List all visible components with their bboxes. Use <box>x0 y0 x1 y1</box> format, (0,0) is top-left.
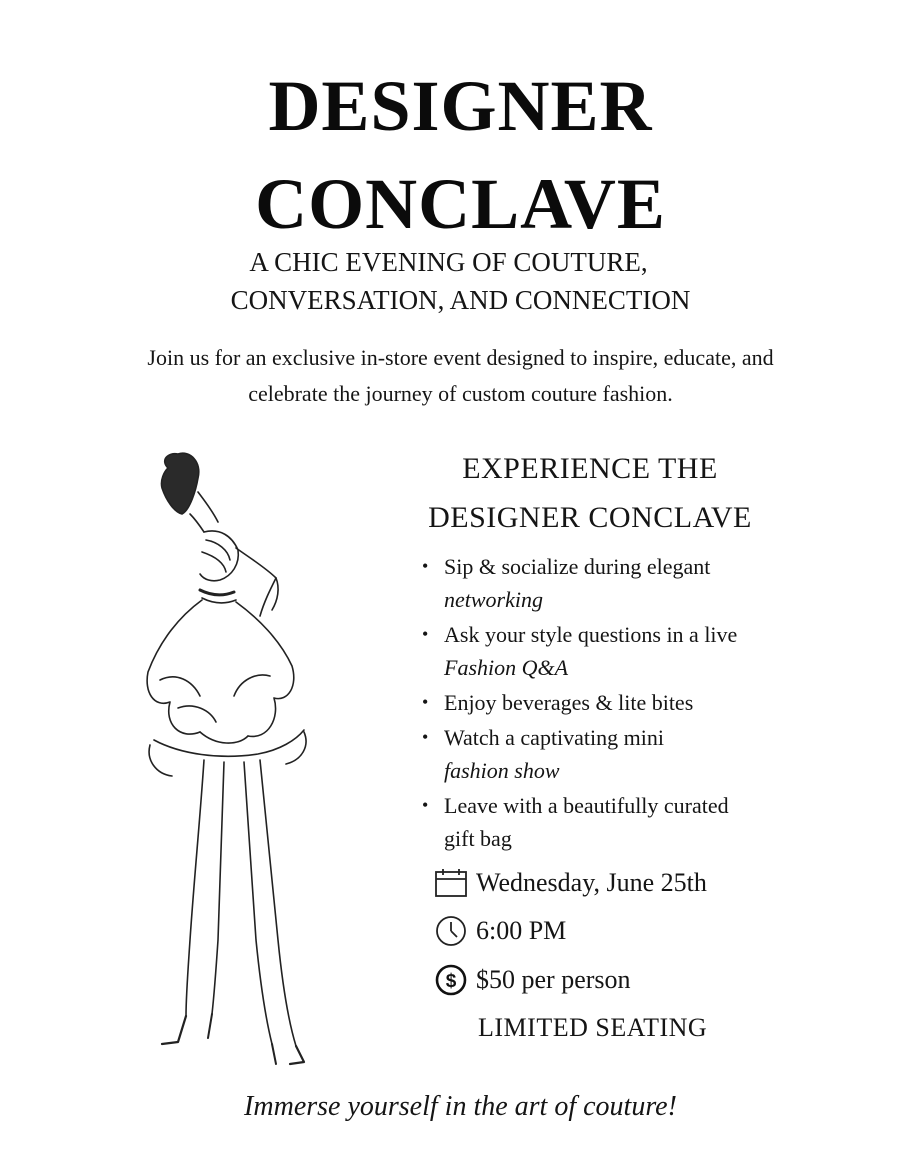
calendar-icon <box>434 868 468 898</box>
closing-tagline: Immerse yourself in the art of couture! <box>244 1091 677 1122</box>
bullet-icon: • <box>422 556 429 576</box>
bullet-icon: • <box>422 795 429 815</box>
dollar-icon <box>434 964 468 996</box>
event-date: Wednesday, June 25th <box>476 868 707 897</box>
svg-text:$: $ <box>445 971 457 992</box>
intro-line-2: celebrate the journey of custom couture fashion. <box>248 381 673 406</box>
bullet-icon: • <box>422 692 429 712</box>
event-date-row <box>434 868 707 898</box>
list-item-text: Sip & socialize during elegant <box>444 554 711 579</box>
list-item-text: Leave with a beautifully curated <box>444 793 729 818</box>
experience-list <box>422 550 822 857</box>
event-time: 6:00 PM <box>476 916 567 945</box>
list-item-italic: networking <box>444 587 543 612</box>
event-price: $50 per person <box>476 965 631 994</box>
list-item <box>422 550 822 616</box>
limited-seating-note: LIMITED SEATING <box>478 1013 708 1042</box>
list-item-text: Ask your style questions in a live <box>444 622 738 647</box>
event-price-row <box>434 964 631 996</box>
list-item <box>422 789 822 855</box>
fashion-sketch-illustration <box>120 440 340 1075</box>
list-item-italic: fashion show <box>444 758 560 783</box>
list-item <box>422 686 822 719</box>
subtitle-line-2: CONVERSATION, AND CONNECTION <box>230 285 691 315</box>
list-item <box>422 618 822 684</box>
list-item-italic: Fashion Q&A <box>444 655 569 680</box>
event-time-row <box>434 915 566 947</box>
experience-heading-line-2: DESIGNER CONCLAVE <box>428 501 752 534</box>
title-line-1: DESIGNER <box>268 66 653 146</box>
title-line-2: CONCLAVE <box>255 164 666 244</box>
bullet-icon: • <box>422 727 429 747</box>
intro-line-1: Join us for an exclusive in-store event designed to inspire, educate, and <box>147 345 774 370</box>
list-item-text: Enjoy beverages & lite bites <box>444 690 694 715</box>
list-item-text-2: gift bag <box>444 826 512 851</box>
list-item-text: Watch a captivating mini <box>444 725 664 750</box>
clock-icon <box>434 915 468 947</box>
bullet-icon: • <box>422 624 429 644</box>
experience-heading-line-1: EXPERIENCE THE <box>462 452 718 485</box>
subtitle-line-1: A CHIC EVENING OF COUTURE, <box>249 247 648 277</box>
list-item <box>422 721 822 787</box>
